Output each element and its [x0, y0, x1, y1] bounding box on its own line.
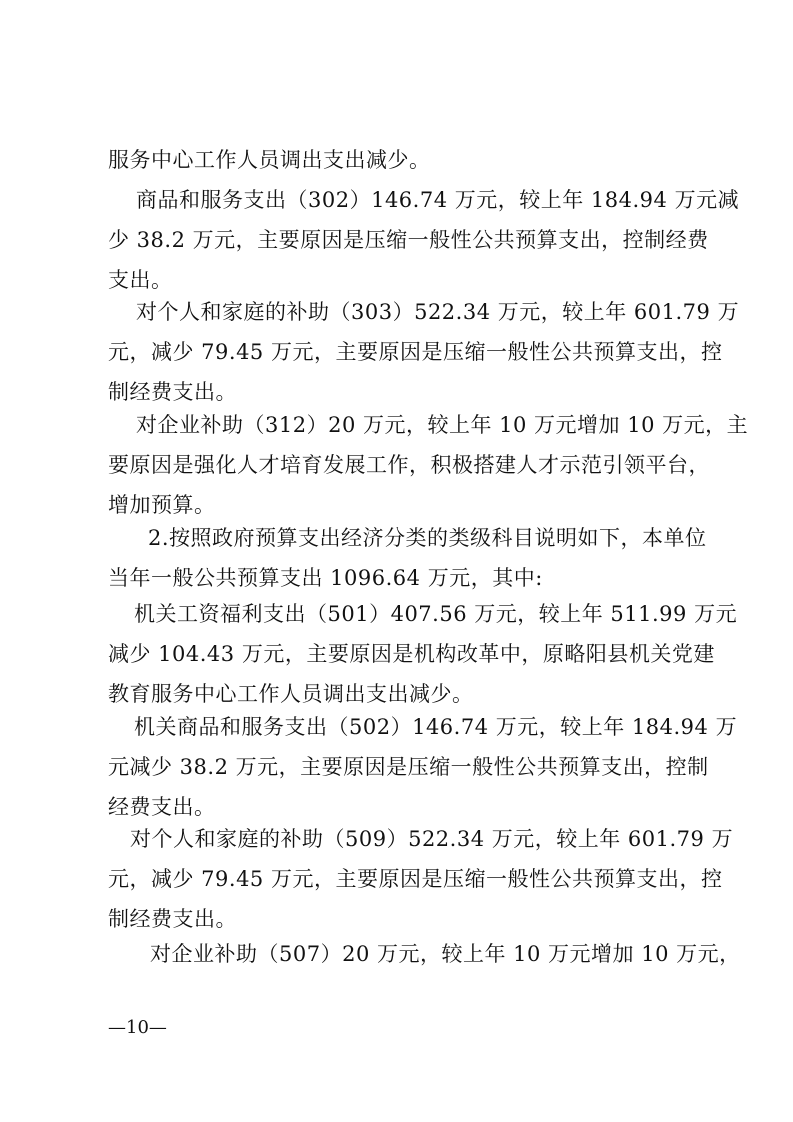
text-line: 教育服务中心工作人员调出支出减少。	[108, 682, 474, 706]
paragraph-first-line: 对个人和家庭的补助（303）522.34 万元，较上年 601.79 万	[136, 300, 740, 324]
paragraph-first-line: 对个人和家庭的补助（509）522.34 万元，较上年 601.79 万	[130, 827, 734, 851]
paragraph-first-line: 对企业补助（312）20 万元，较上年 10 万元增加 10 万元，主	[136, 413, 749, 437]
text-line: 支出。	[108, 268, 173, 292]
paragraph-first-line: 2.按照政府预算支出经济分类的类级科目说明如下，本单位	[148, 526, 707, 550]
text-line: 元减少 38.2 万元，主要原因是压缩一般性公共预算支出，控制	[108, 755, 709, 779]
text-line: 少 38.2 万元，主要原因是压缩一般性公共预算支出，控制经费	[108, 228, 709, 252]
text-line: 要原因是强化人才培育发展工作，积极搭建人才示范引领平台，	[108, 453, 710, 477]
text-line: 元，减少 79.45 万元，主要原因是压缩一般性公共预算支出，控	[108, 340, 723, 364]
text-line: 服务中心工作人员调出支出减少。	[108, 148, 431, 172]
text-line: 当年一般公共预算支出 1096.64 万元，其中:	[108, 566, 543, 590]
text-line: 制经费支出。	[108, 380, 237, 404]
text-line: 减少 104.43 万元，主要原因是机构改革中，原略阳县机关党建	[108, 642, 715, 666]
text-line: 元，减少 79.45 万元，主要原因是压缩一般性公共预算支出，控	[108, 867, 723, 891]
text-line: 制经费支出。	[108, 907, 237, 931]
text-line: 增加预算。	[108, 493, 216, 517]
text-line: 经费支出。	[108, 795, 216, 819]
paragraph-first-line: 对企业补助（507）20 万元，较上年 10 万元增加 10 万元，	[150, 942, 741, 966]
paragraph-first-line: 机关商品和服务支出（502）146.74 万元，较上年 184.94 万	[134, 715, 738, 739]
page-number: —10—	[108, 1017, 167, 1038]
paragraph-first-line: 商品和服务支出（302）146.74 万元，较上年 184.94 万元减	[136, 188, 740, 212]
paragraph-first-line: 机关工资福利支出（501）407.56 万元，较上年 511.99 万元	[134, 602, 738, 626]
